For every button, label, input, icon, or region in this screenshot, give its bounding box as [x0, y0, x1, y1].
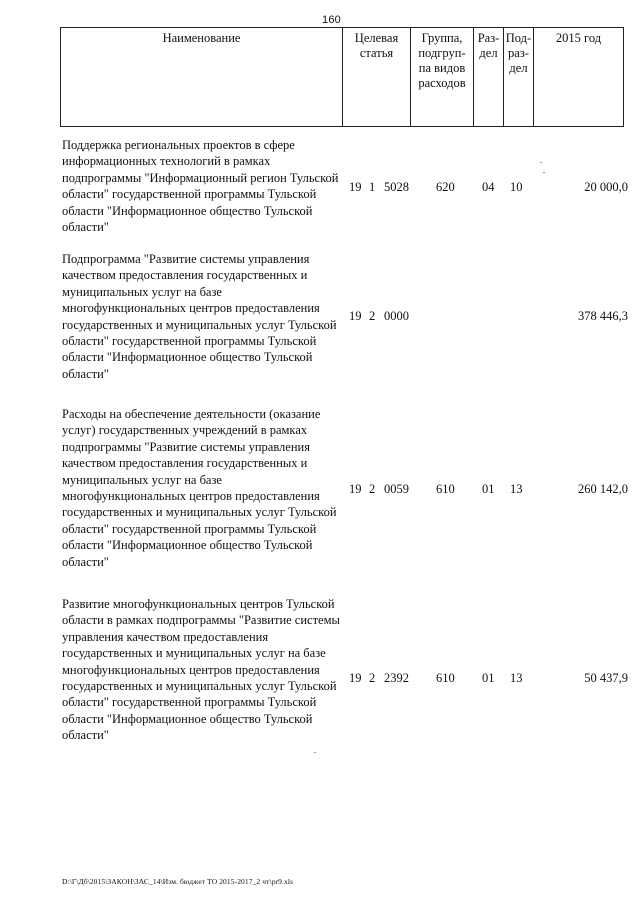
row-section: 01 — [482, 482, 495, 496]
row-subsection: 13 — [510, 671, 523, 685]
budget-table-header — [60, 27, 624, 127]
row-code-subprogram: 2 — [369, 482, 376, 496]
header-section: Раз- дел — [474, 28, 504, 127]
row-code-direction: 0000 — [384, 309, 409, 323]
row-name: Поддержка региональных проектов в сфере информационных технологий в рамках подпрограммы "Информационный регион Тульской области" государственной программы Тульской области "Информационное общество Тульской области" — [62, 138, 339, 235]
row-name: Развитие многофункциональных центров Тульской области в рамках подпрограммы "Развитие системы управления качеством предоставления государственных и муниципальных услуг на базе многофункциональных центров предоставления государственных и муниципальных услуг Тульской области" государственной программы Тульской области "Информационное общество Тульской области" — [62, 597, 340, 743]
header-target-article: Целевая статья — [343, 28, 411, 127]
footer-file-path: D:\Г\Дб\2015\ЗАКОН\ЗАС_14\Изм. бюджет ТО 2015-2017_2 чт\pr9.xls — [62, 877, 294, 886]
row-code-direction: 2392 — [384, 671, 409, 685]
row-code-program: 19 — [349, 482, 362, 496]
row-amount: 50 437,9 — [584, 671, 628, 685]
row-name: Расходы на обеспечение деятельности (оказание услуг) государственных учреждений в рамках подпрограммы "Развитие системы управления качеством предоставления государственных и муниципальных услуг на базе многофункциональных центров предоставления государственных и муниципальных услуг Тульской области" государственной программы Тульской области "Информационное общество Тульской области" — [62, 407, 337, 569]
row-code-subprogram: 1 — [369, 180, 376, 194]
scan-speck — [314, 752, 316, 753]
header-expense-group: Группа, подгруп- па видов расходов — [411, 28, 474, 127]
row-code-direction: 0059 — [384, 482, 409, 496]
header-subsection: Под- раз- дел — [504, 28, 534, 127]
row-name: Подпрограмма "Развитие системы управления качеством предоставления государственных и муниципальных услуг на базе многофункциональных центров предоставления государственных и муниципальных услуг Тульской области" государственной программы Тульской области "Информационное общество Тульской области" — [62, 252, 337, 381]
row-code-direction: 5028 — [384, 180, 409, 194]
row-amount: 378 446,3 — [578, 309, 628, 323]
scan-speck — [543, 172, 545, 173]
row-expense-group: 610 — [436, 482, 455, 496]
header-year-2015: 2015 год — [534, 28, 624, 127]
budget-row — [62, 406, 632, 576]
row-amount: 20 000,0 — [584, 180, 628, 194]
budget-row — [62, 251, 632, 386]
row-subsection: 13 — [510, 482, 523, 496]
row-code-subprogram: 2 — [369, 671, 376, 685]
budget-row — [62, 137, 632, 237]
row-code-program: 19 — [349, 309, 362, 323]
row-amount: 260 142,0 — [578, 482, 628, 496]
scan-speck — [540, 162, 542, 163]
row-section: 01 — [482, 671, 495, 685]
row-subsection: 10 — [510, 180, 523, 194]
row-code-program: 19 — [349, 180, 362, 194]
page-number: 160 — [322, 14, 341, 26]
row-expense-group: 620 — [436, 180, 455, 194]
row-section: 04 — [482, 180, 495, 194]
row-expense-group: 610 — [436, 671, 455, 685]
header-name: Наименование — [61, 28, 343, 127]
budget-row — [62, 596, 632, 766]
row-code-program: 19 — [349, 671, 362, 685]
row-code-subprogram: 2 — [369, 309, 376, 323]
